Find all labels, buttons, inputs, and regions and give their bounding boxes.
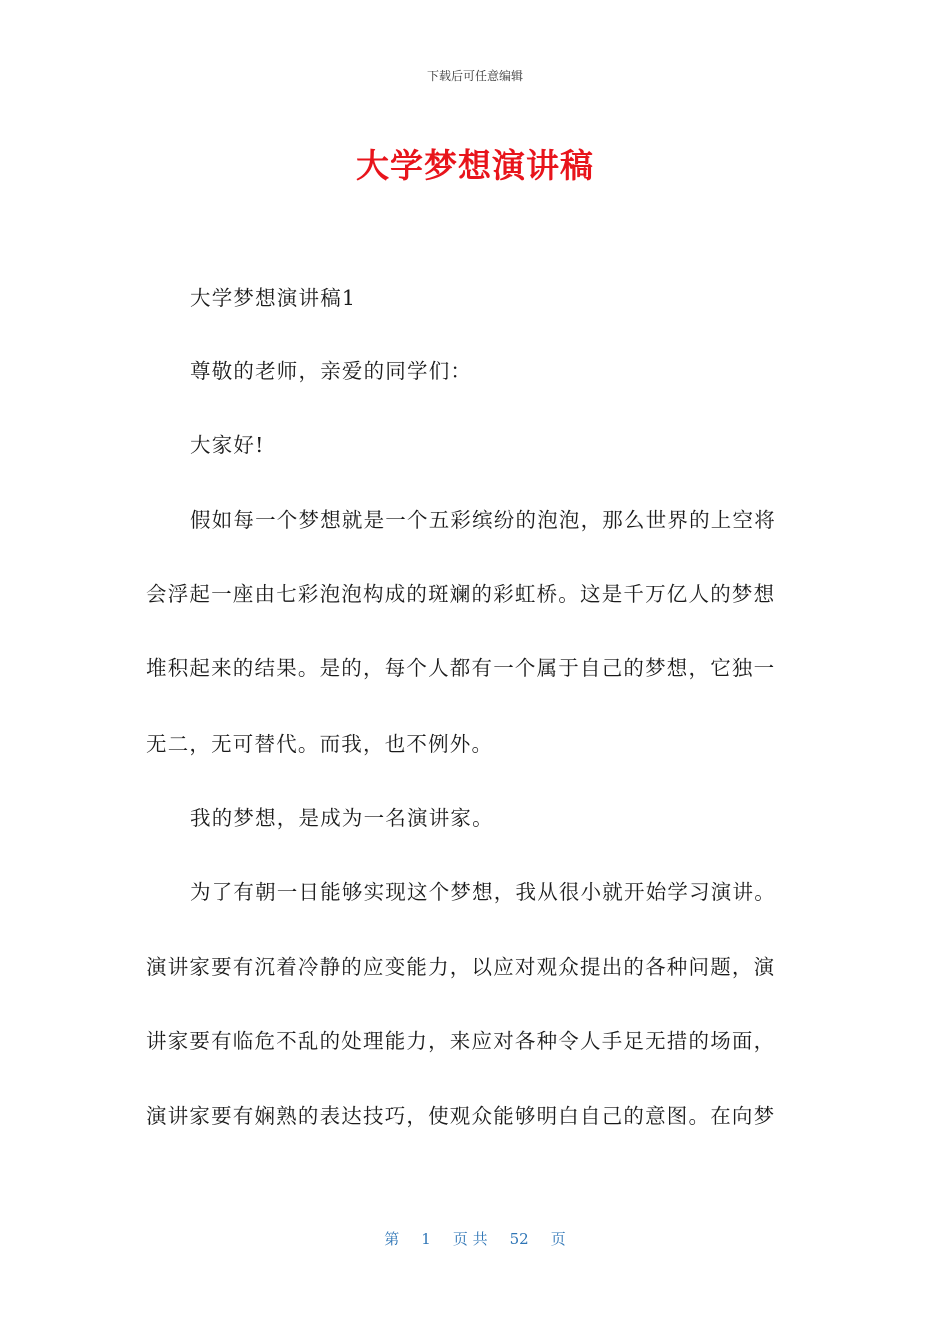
paragraph-line: 我的梦想，是成为一名演讲家。 <box>190 806 494 830</box>
paragraph-line: 演讲家要有娴熟的表达技巧，使观众能够明白自己的意图。在向梦 <box>146 1104 776 1128</box>
current-page-number: 1 <box>421 1230 431 1248</box>
page-header-note: 下载后可任意编辑 <box>426 69 523 83</box>
salutation-line: 尊敬的老师，亲爱的同学们： <box>190 359 473 383</box>
footer-middle: 页 共 <box>452 1230 488 1248</box>
greeting-line: 大家好! <box>190 433 265 457</box>
paragraph-line: 假如每一个梦想就是一个五彩缤纷的泡泡，那么世界的上空将 <box>190 508 776 532</box>
paragraph-line: 堆积起来的结果。是的，每个人都有一个属于自己的梦想，它独一 <box>146 656 776 680</box>
paragraph-line: 演讲家要有沉着冷静的应变能力，以应对观众提出的各种问题，演 <box>146 955 776 979</box>
total-pages-number: 52 <box>509 1230 529 1248</box>
page-number-footer <box>0 1228 950 1250</box>
footer-prefix: 第 <box>384 1230 400 1248</box>
paragraph-line: 会浮起一座由七彩泡泡构成的斑斓的彩虹桥。这是千万亿人的梦想 <box>146 582 776 606</box>
paragraph-line: 无二，无可替代。而我，也不例外。 <box>146 732 494 756</box>
footer-suffix: 页 <box>550 1230 566 1248</box>
paragraph-line: 讲家要有临危不乱的处理能力，来应对各种令人手足无措的场面， <box>146 1029 776 1053</box>
document-title: 大学梦想演讲稿 <box>356 146 594 185</box>
section-heading: 大学梦想演讲稿1 <box>190 286 357 310</box>
paragraph-line: 为了有朝一日能够实现这个梦想，我从很小就开始学习演讲。 <box>190 880 776 904</box>
